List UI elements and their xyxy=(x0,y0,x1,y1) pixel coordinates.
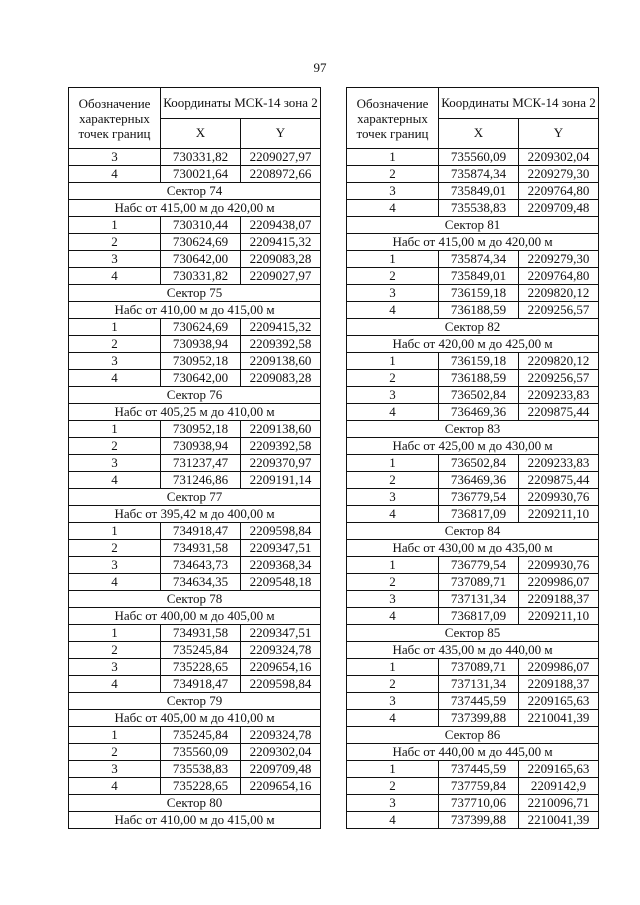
table-row xyxy=(347,608,599,625)
y-coordinate-cell: 2209083,28 xyxy=(241,370,321,387)
x-coordinate-cell: 730952,18 xyxy=(161,353,241,370)
point-number-cell: 4 xyxy=(69,268,161,285)
sector-range-row xyxy=(347,234,599,251)
y-coordinate-cell: 2209764,80 xyxy=(519,268,599,285)
table-row xyxy=(69,744,321,761)
x-coordinate-cell: 736817,09 xyxy=(439,506,519,523)
y-coordinate-cell: 2209083,28 xyxy=(241,251,321,268)
sector-title: Сектор 82 xyxy=(347,319,599,336)
point-number-cell: 2 xyxy=(347,778,439,795)
point-number-cell: 3 xyxy=(347,183,439,200)
page-number: 97 xyxy=(313,60,327,75)
x-coordinate-cell: 730310,44 xyxy=(161,217,241,234)
point-number-cell: 1 xyxy=(347,761,439,778)
x-coordinate-cell: 730624,69 xyxy=(161,319,241,336)
y-coordinate-cell: 2209279,30 xyxy=(519,251,599,268)
x-coordinate-cell: 736469,36 xyxy=(439,404,519,421)
sector-range: Набс от 435,00 м до 440,00 м xyxy=(347,642,599,659)
y-coordinate-cell: 2209188,37 xyxy=(519,676,599,693)
table-row xyxy=(347,557,599,574)
y-coordinate-cell: 2209820,12 xyxy=(519,285,599,302)
y-coordinate-cell: 2210041,39 xyxy=(519,710,599,727)
sector-range: Набс от 405,25 м до 410,00 м xyxy=(69,404,321,421)
x-coordinate-cell: 736817,09 xyxy=(439,608,519,625)
sector-title: Сектор 86 xyxy=(347,727,599,744)
x-coordinate-cell: 737089,71 xyxy=(439,574,519,591)
sector-range-row xyxy=(347,540,599,557)
point-number-cell: 3 xyxy=(69,251,161,268)
table-row xyxy=(347,472,599,489)
x-coordinate-cell: 734634,35 xyxy=(161,574,241,591)
y-coordinate-cell: 2209548,18 xyxy=(241,574,321,591)
x-coordinate-cell: 736502,84 xyxy=(439,387,519,404)
y-coordinate-cell: 2209368,34 xyxy=(241,557,321,574)
y-coordinate-cell: 2209347,51 xyxy=(241,540,321,557)
sector-title: Сектор 78 xyxy=(69,591,321,608)
sector-range-row xyxy=(347,744,599,761)
sector-range: Набс от 415,00 м до 420,00 м xyxy=(69,200,321,217)
point-number-cell: 1 xyxy=(69,217,161,234)
table-row xyxy=(69,727,321,744)
y-coordinate-cell: 2209875,44 xyxy=(519,404,599,421)
table-row xyxy=(69,625,321,642)
table-row xyxy=(347,574,599,591)
x-coordinate-cell: 737445,59 xyxy=(439,761,519,778)
table-row xyxy=(347,778,599,795)
point-number-cell: 4 xyxy=(347,608,439,625)
sector-title-row xyxy=(69,693,321,710)
y-coordinate-cell: 2209256,57 xyxy=(519,370,599,387)
sector-range: Набс от 430,00 м до 435,00 м xyxy=(347,540,599,557)
sector-title: Сектор 75 xyxy=(69,285,321,302)
y-coordinate-cell: 2209438,07 xyxy=(241,217,321,234)
x-coordinate-cell: 736779,54 xyxy=(439,489,519,506)
y-coordinate-cell: 2209986,07 xyxy=(519,659,599,676)
table-row xyxy=(69,319,321,336)
point-number-cell: 3 xyxy=(347,387,439,404)
x-coordinate-cell: 737399,88 xyxy=(439,710,519,727)
y-coordinate-cell: 2209709,48 xyxy=(519,200,599,217)
y-coordinate-cell: 2208972,66 xyxy=(241,166,321,183)
x-coordinate-cell: 735560,09 xyxy=(439,149,519,166)
table-row xyxy=(347,149,599,166)
point-number-cell: 4 xyxy=(69,370,161,387)
y-coordinate-cell: 2209654,16 xyxy=(241,659,321,676)
table-row xyxy=(69,268,321,285)
sector-range: Набс от 410,00 м до 415,00 м xyxy=(69,812,321,829)
sector-range-row xyxy=(347,438,599,455)
point-number-cell: 3 xyxy=(69,761,161,778)
point-number-cell: 4 xyxy=(347,812,439,829)
point-number-cell: 4 xyxy=(69,166,161,183)
y-coordinate-cell: 2209191,14 xyxy=(241,472,321,489)
table-row xyxy=(347,404,599,421)
table-row xyxy=(69,353,321,370)
table-row xyxy=(347,591,599,608)
x-coordinate-cell: 737131,34 xyxy=(439,676,519,693)
table-row xyxy=(347,676,599,693)
table-row xyxy=(69,642,321,659)
x-coordinate-cell: 730331,82 xyxy=(161,268,241,285)
table-row xyxy=(69,557,321,574)
table-row xyxy=(69,472,321,489)
header-coordinates: Координаты МСК-14 зона 2 xyxy=(439,88,599,119)
table-row xyxy=(69,438,321,455)
x-coordinate-cell: 734918,47 xyxy=(161,523,241,540)
sector-title: Сектор 84 xyxy=(347,523,599,540)
header-designation: Обозначение характерных точек границ xyxy=(69,88,161,149)
sector-title: Сектор 81 xyxy=(347,217,599,234)
x-coordinate-cell: 736159,18 xyxy=(439,285,519,302)
y-coordinate-cell: 2209598,84 xyxy=(241,676,321,693)
point-number-cell: 2 xyxy=(347,268,439,285)
table-row xyxy=(347,302,599,319)
point-number-cell: 4 xyxy=(69,778,161,795)
y-coordinate-cell: 2209370,97 xyxy=(241,455,321,472)
table-row xyxy=(347,353,599,370)
table-row xyxy=(69,574,321,591)
x-coordinate-cell: 737399,88 xyxy=(439,812,519,829)
sector-title-row xyxy=(69,489,321,506)
table-row xyxy=(347,370,599,387)
x-coordinate-cell: 730642,00 xyxy=(161,370,241,387)
point-number-cell: 2 xyxy=(347,166,439,183)
header-x: X xyxy=(439,118,519,149)
y-coordinate-cell: 2209027,97 xyxy=(241,149,321,166)
point-number-cell: 1 xyxy=(69,523,161,540)
sector-title: Сектор 74 xyxy=(69,183,321,200)
table-row xyxy=(69,778,321,795)
table-row xyxy=(69,421,321,438)
point-number-cell: 2 xyxy=(69,438,161,455)
table-row xyxy=(347,387,599,404)
x-coordinate-cell: 734931,58 xyxy=(161,540,241,557)
x-coordinate-cell: 735874,34 xyxy=(439,251,519,268)
sector-range-row xyxy=(69,812,321,829)
x-coordinate-cell: 735228,65 xyxy=(161,778,241,795)
sector-title-row xyxy=(347,727,599,744)
x-coordinate-cell: 731237,47 xyxy=(161,455,241,472)
point-number-cell: 4 xyxy=(347,710,439,727)
point-number-cell: 1 xyxy=(69,727,161,744)
table-row xyxy=(69,659,321,676)
header-coordinates: Координаты МСК-14 зона 2 xyxy=(161,88,321,119)
y-coordinate-cell: 2209211,10 xyxy=(519,506,599,523)
table-row xyxy=(69,676,321,693)
y-coordinate-cell: 2209211,10 xyxy=(519,608,599,625)
y-coordinate-cell: 2209764,80 xyxy=(519,183,599,200)
y-coordinate-cell: 2210041,39 xyxy=(519,812,599,829)
point-number-cell: 3 xyxy=(347,795,439,812)
y-coordinate-cell: 2209302,04 xyxy=(519,149,599,166)
table-row xyxy=(347,693,599,710)
header-designation: Обозначение характерных точек границ xyxy=(347,88,439,149)
sector-range-row xyxy=(69,404,321,421)
table-row xyxy=(347,455,599,472)
point-number-cell: 1 xyxy=(69,625,161,642)
table-row xyxy=(347,489,599,506)
sector-title-row xyxy=(69,795,321,812)
table-row xyxy=(347,166,599,183)
point-number-cell: 3 xyxy=(347,693,439,710)
x-coordinate-cell: 736188,59 xyxy=(439,302,519,319)
x-coordinate-cell: 736159,18 xyxy=(439,353,519,370)
x-coordinate-cell: 737710,06 xyxy=(439,795,519,812)
x-coordinate-cell: 736469,36 xyxy=(439,472,519,489)
table-row xyxy=(347,761,599,778)
x-coordinate-cell: 735228,65 xyxy=(161,659,241,676)
y-coordinate-cell: 2209415,32 xyxy=(241,234,321,251)
point-number-cell: 2 xyxy=(347,370,439,387)
table-row xyxy=(347,710,599,727)
x-coordinate-cell: 735245,84 xyxy=(161,642,241,659)
point-number-cell: 3 xyxy=(69,557,161,574)
x-coordinate-cell: 734643,73 xyxy=(161,557,241,574)
sector-range-row xyxy=(69,200,321,217)
x-coordinate-cell: 735560,09 xyxy=(161,744,241,761)
sector-title: Сектор 77 xyxy=(69,489,321,506)
table-row xyxy=(347,285,599,302)
x-coordinate-cell: 730021,64 xyxy=(161,166,241,183)
point-number-cell: 3 xyxy=(347,591,439,608)
sector-range: Набс от 440,00 м до 445,00 м xyxy=(347,744,599,761)
x-coordinate-cell: 737131,34 xyxy=(439,591,519,608)
y-coordinate-cell: 2209392,58 xyxy=(241,336,321,353)
point-number-cell: 1 xyxy=(347,659,439,676)
sector-range-row xyxy=(347,336,599,353)
y-coordinate-cell: 2209165,63 xyxy=(519,693,599,710)
point-number-cell: 2 xyxy=(69,540,161,557)
x-coordinate-cell: 730642,00 xyxy=(161,251,241,268)
sector-title-row xyxy=(69,183,321,200)
x-coordinate-cell: 737089,71 xyxy=(439,659,519,676)
table-row xyxy=(347,659,599,676)
y-coordinate-cell: 2209820,12 xyxy=(519,353,599,370)
point-number-cell: 2 xyxy=(347,676,439,693)
x-coordinate-cell: 730624,69 xyxy=(161,234,241,251)
x-coordinate-cell: 730331,82 xyxy=(161,149,241,166)
y-coordinate-cell: 2209415,32 xyxy=(241,319,321,336)
point-number-cell: 4 xyxy=(69,676,161,693)
point-number-cell: 2 xyxy=(69,642,161,659)
x-coordinate-cell: 737445,59 xyxy=(439,693,519,710)
sector-title-row xyxy=(347,523,599,540)
table-row xyxy=(69,540,321,557)
table-row xyxy=(69,455,321,472)
y-coordinate-cell: 2209709,48 xyxy=(241,761,321,778)
sector-range: Набс от 415,00 м до 420,00 м xyxy=(347,234,599,251)
point-number-cell: 1 xyxy=(347,251,439,268)
x-coordinate-cell: 736502,84 xyxy=(439,455,519,472)
sector-range: Набс от 410,00 м до 415,00 м xyxy=(69,302,321,319)
table-row xyxy=(347,268,599,285)
y-coordinate-cell: 2209654,16 xyxy=(241,778,321,795)
sector-range-row xyxy=(69,710,321,727)
point-number-cell: 2 xyxy=(347,472,439,489)
y-coordinate-cell: 2209165,63 xyxy=(519,761,599,778)
x-coordinate-cell: 730938,94 xyxy=(161,438,241,455)
point-number-cell: 4 xyxy=(69,472,161,489)
sector-title-row xyxy=(69,285,321,302)
point-number-cell: 2 xyxy=(69,234,161,251)
y-coordinate-cell: 2209233,83 xyxy=(519,455,599,472)
table-row xyxy=(69,336,321,353)
header-x: X xyxy=(161,118,241,149)
point-number-cell: 4 xyxy=(347,302,439,319)
table-row xyxy=(347,183,599,200)
coordinates-table-right xyxy=(346,87,599,829)
point-number-cell: 1 xyxy=(347,557,439,574)
table-row xyxy=(69,217,321,234)
sector-range-row xyxy=(69,608,321,625)
sector-title-row xyxy=(347,421,599,438)
x-coordinate-cell: 730938,94 xyxy=(161,336,241,353)
sector-title: Сектор 76 xyxy=(69,387,321,404)
x-coordinate-cell: 731246,86 xyxy=(161,472,241,489)
point-number-cell: 2 xyxy=(69,744,161,761)
table-row xyxy=(69,370,321,387)
y-coordinate-cell: 2209302,04 xyxy=(241,744,321,761)
x-coordinate-cell: 737759,84 xyxy=(439,778,519,795)
table-row xyxy=(69,149,321,166)
point-number-cell: 3 xyxy=(69,149,161,166)
point-number-cell: 3 xyxy=(69,455,161,472)
sector-range: Набс от 395,42 м до 400,00 м xyxy=(69,506,321,523)
table-row xyxy=(347,795,599,812)
y-coordinate-cell: 2209324,78 xyxy=(241,642,321,659)
sector-range: Набс от 405,00 м до 410,00 м xyxy=(69,710,321,727)
point-number-cell: 3 xyxy=(69,659,161,676)
point-number-cell: 3 xyxy=(69,353,161,370)
point-number-cell: 4 xyxy=(347,506,439,523)
sector-title-row xyxy=(347,625,599,642)
x-coordinate-cell: 735538,83 xyxy=(161,761,241,778)
y-coordinate-cell: 2209138,60 xyxy=(241,421,321,438)
y-coordinate-cell: 2209347,51 xyxy=(241,625,321,642)
y-coordinate-cell: 2209279,30 xyxy=(519,166,599,183)
sector-title-row xyxy=(69,591,321,608)
coordinates-table-left xyxy=(68,87,321,829)
y-coordinate-cell: 2209142,9 xyxy=(519,778,599,795)
point-number-cell: 2 xyxy=(347,574,439,591)
table-row xyxy=(347,251,599,268)
y-coordinate-cell: 2209986,07 xyxy=(519,574,599,591)
y-coordinate-cell: 2209188,37 xyxy=(519,591,599,608)
point-number-cell: 3 xyxy=(347,285,439,302)
y-coordinate-cell: 2209324,78 xyxy=(241,727,321,744)
point-number-cell: 2 xyxy=(69,336,161,353)
table-row xyxy=(347,506,599,523)
point-number-cell: 4 xyxy=(347,404,439,421)
x-coordinate-cell: 730952,18 xyxy=(161,421,241,438)
sector-range-row xyxy=(69,506,321,523)
point-number-cell: 1 xyxy=(69,421,161,438)
point-number-cell: 3 xyxy=(347,489,439,506)
point-number-cell: 4 xyxy=(69,574,161,591)
sector-range-row xyxy=(347,642,599,659)
y-coordinate-cell: 2209138,60 xyxy=(241,353,321,370)
y-coordinate-cell: 2209930,76 xyxy=(519,557,599,574)
table-row xyxy=(69,761,321,778)
x-coordinate-cell: 735849,01 xyxy=(439,183,519,200)
table-row xyxy=(69,523,321,540)
point-number-cell: 1 xyxy=(69,319,161,336)
x-coordinate-cell: 736779,54 xyxy=(439,557,519,574)
table-row xyxy=(69,234,321,251)
sector-range-row xyxy=(69,302,321,319)
x-coordinate-cell: 735874,34 xyxy=(439,166,519,183)
x-coordinate-cell: 735245,84 xyxy=(161,727,241,744)
sector-range: Набс от 425,00 м до 430,00 м xyxy=(347,438,599,455)
sector-title-row xyxy=(347,319,599,336)
sector-title: Сектор 85 xyxy=(347,625,599,642)
x-coordinate-cell: 734918,47 xyxy=(161,676,241,693)
x-coordinate-cell: 736188,59 xyxy=(439,370,519,387)
table-row xyxy=(347,200,599,217)
point-number-cell: 4 xyxy=(347,200,439,217)
table-row xyxy=(347,812,599,829)
y-coordinate-cell: 2209598,84 xyxy=(241,523,321,540)
sector-range: Набс от 420,00 м до 425,00 м xyxy=(347,336,599,353)
table-row xyxy=(69,166,321,183)
point-number-cell: 1 xyxy=(347,353,439,370)
sector-title: Сектор 79 xyxy=(69,693,321,710)
sector-title-row xyxy=(347,217,599,234)
sector-range: Набс от 400,00 м до 405,00 м xyxy=(69,608,321,625)
y-coordinate-cell: 2209875,44 xyxy=(519,472,599,489)
y-coordinate-cell: 2209392,58 xyxy=(241,438,321,455)
x-coordinate-cell: 735538,83 xyxy=(439,200,519,217)
y-coordinate-cell: 2209256,57 xyxy=(519,302,599,319)
sector-title-row xyxy=(69,387,321,404)
y-coordinate-cell: 2210096,71 xyxy=(519,795,599,812)
header-y: Y xyxy=(519,118,599,149)
point-number-cell: 1 xyxy=(347,455,439,472)
table-row xyxy=(69,251,321,268)
x-coordinate-cell: 734931,58 xyxy=(161,625,241,642)
y-coordinate-cell: 2209233,83 xyxy=(519,387,599,404)
x-coordinate-cell: 735849,01 xyxy=(439,268,519,285)
y-coordinate-cell: 2209930,76 xyxy=(519,489,599,506)
point-number-cell: 1 xyxy=(347,149,439,166)
sector-title: Сектор 83 xyxy=(347,421,599,438)
sector-title: Сектор 80 xyxy=(69,795,321,812)
y-coordinate-cell: 2209027,97 xyxy=(241,268,321,285)
header-y: Y xyxy=(241,118,321,149)
